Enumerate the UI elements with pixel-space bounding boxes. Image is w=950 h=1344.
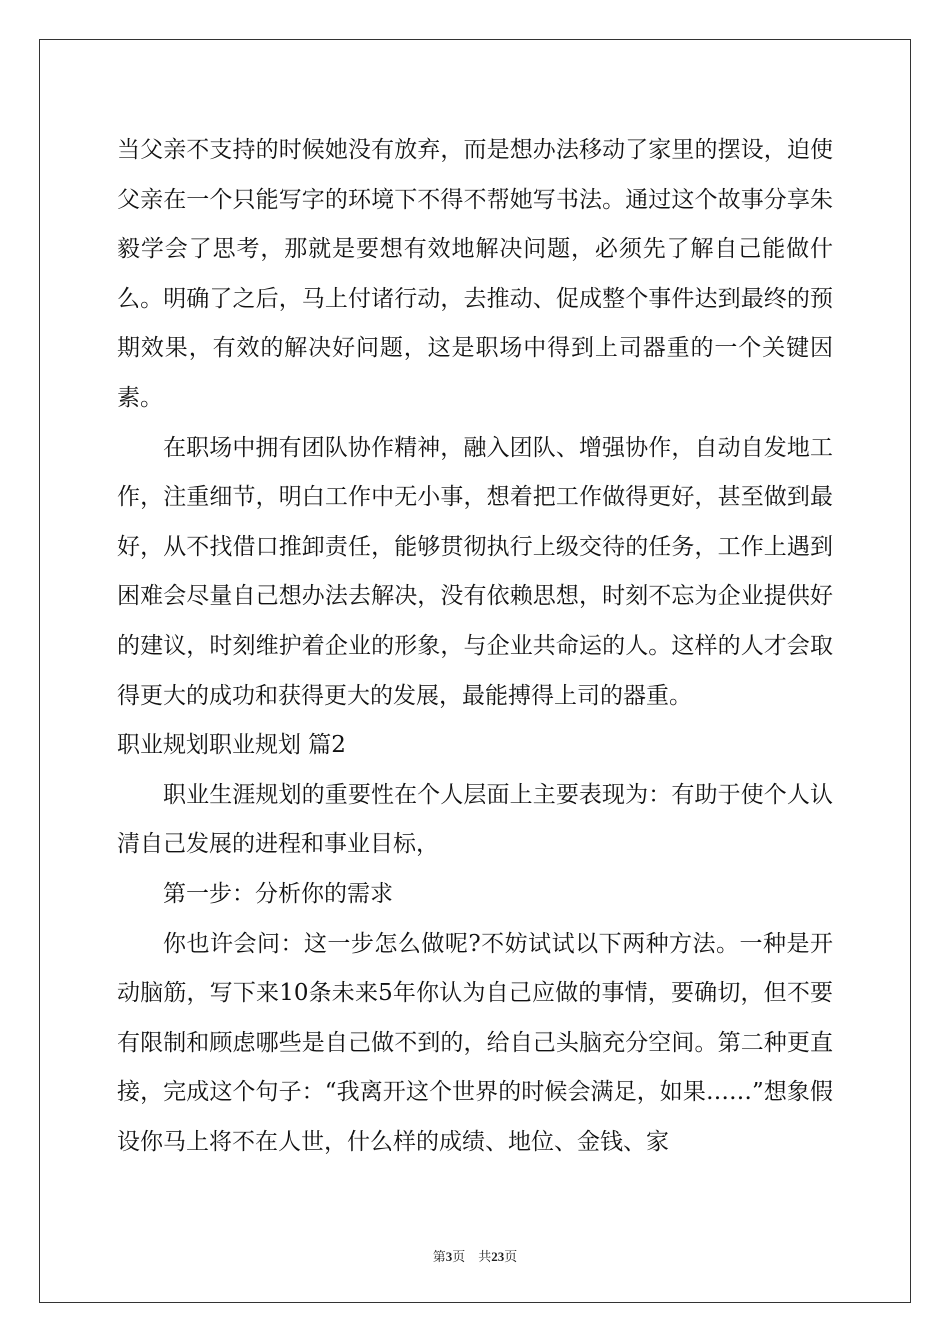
footer-page-suffix: 页	[504, 1249, 518, 1264]
footer-current-page: 3	[445, 1249, 453, 1264]
footer-page-mid: 页 共	[452, 1249, 492, 1264]
paragraph-step-one: 你也许会问：这一步怎么做呢?不妨试试以下两种方法。一种是开动脑筋，写下来10条未来5年你认为自己应做的事情，要确切，但不要有限制和顾虑哪些是自己做不到的，给自己头脑充分空间。第二种更直接，完成这个句子：“我离开这个世界的时候会满足，如果……”想象假设你马上将不在人世，什么样的成绩、地位、金钱、家	[117, 930, 833, 1155]
paragraph-teamwork: 在职场中拥有团队协作精神，融入团队、增强协作，自动自发地工作，注重细节，明白工作中无小事，想着把工作做得更好，甚至做到最好，从不找借口推卸责任，能够贯彻执行上级交待的任务，工作上遇到困难会尽量自己想办法去解决，没有依赖思想，时刻不忘为企业提供好的建议，时刻维护着企业的形象，与企业共命运的人。这样的人才会取得更大的成功和获得更大的发展，最能搏得上司的器重。	[117, 434, 833, 709]
paragraph-importance: 职业生涯规划的重要性在个人层面上主要表现为：有助于使个人认清自己发展的进程和事业目标，	[117, 781, 833, 858]
page-footer	[0, 1246, 950, 1265]
document-body	[117, 126, 833, 1167]
paragraph-continuation: 当父亲不支持的时候她没有放弃，而是想办法移动了家里的摆设，迫使父亲在一个只能写字的环境下不得不帮她写书法。通过这个故事分享朱毅学会了思考，那就是要想有效地解决问题，必须先了解自己能做什么。明确了之后，马上付诸行动，去推动、促成整个事件达到最终的预期效果，有效的解决好问题，这是职场中得到上司器重的一个关键因素。	[117, 137, 833, 411]
step-one-heading: 第一步：分析你的需求	[163, 880, 393, 907]
footer-page-prefix: 第	[432, 1249, 446, 1264]
footer-total-pages: 23	[491, 1249, 505, 1264]
section-heading: 职业规划职业规划 篇2	[117, 732, 346, 759]
